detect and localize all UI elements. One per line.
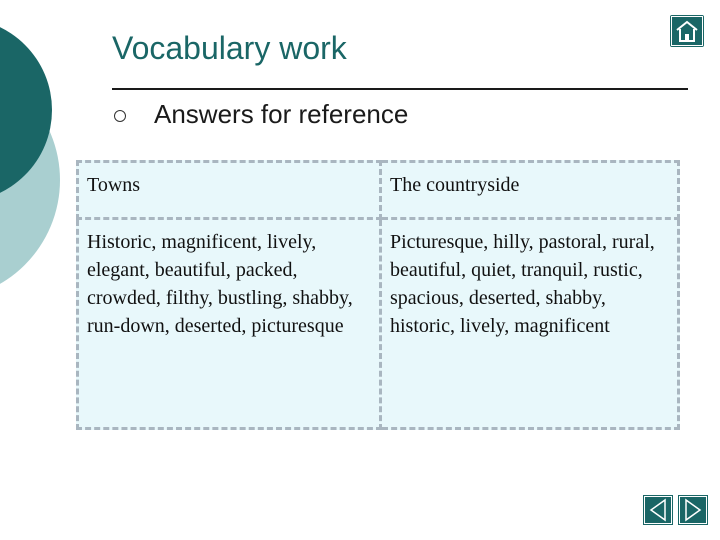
slide-navigation [643, 495, 713, 525]
header-countryside: The countryside [381, 162, 679, 219]
title-divider [112, 88, 688, 90]
home-button[interactable] [670, 15, 704, 47]
next-arrow-icon [678, 495, 708, 525]
countryside-words-cell: Picturesque, hilly, pastoral, rural, beautiful, quiet, tranquil, rustic, spacious, deserted, shabby, historic, lively, magnificent [381, 219, 679, 429]
next-button[interactable] [678, 495, 708, 525]
hollow-circle-bullet-icon [114, 110, 126, 122]
previous-button[interactable] [643, 495, 673, 525]
header-towns: Towns [78, 162, 381, 219]
bullet-text: Answers for reference [154, 99, 409, 129]
slide-title: Vocabulary work [112, 30, 347, 66]
bullet-item [112, 99, 408, 130]
home-icon [670, 15, 704, 47]
table-row [78, 219, 679, 429]
table-header-row [78, 162, 679, 219]
towns-words-cell: Historic, magnificent, lively, elegant, beautiful, packed, crowded, filthy, bustling, shabby, run-down, deserted, picturesque [78, 219, 381, 429]
vocabulary-table [76, 160, 680, 430]
decorative-circles [0, 0, 60, 300]
previous-arrow-icon [643, 495, 673, 525]
